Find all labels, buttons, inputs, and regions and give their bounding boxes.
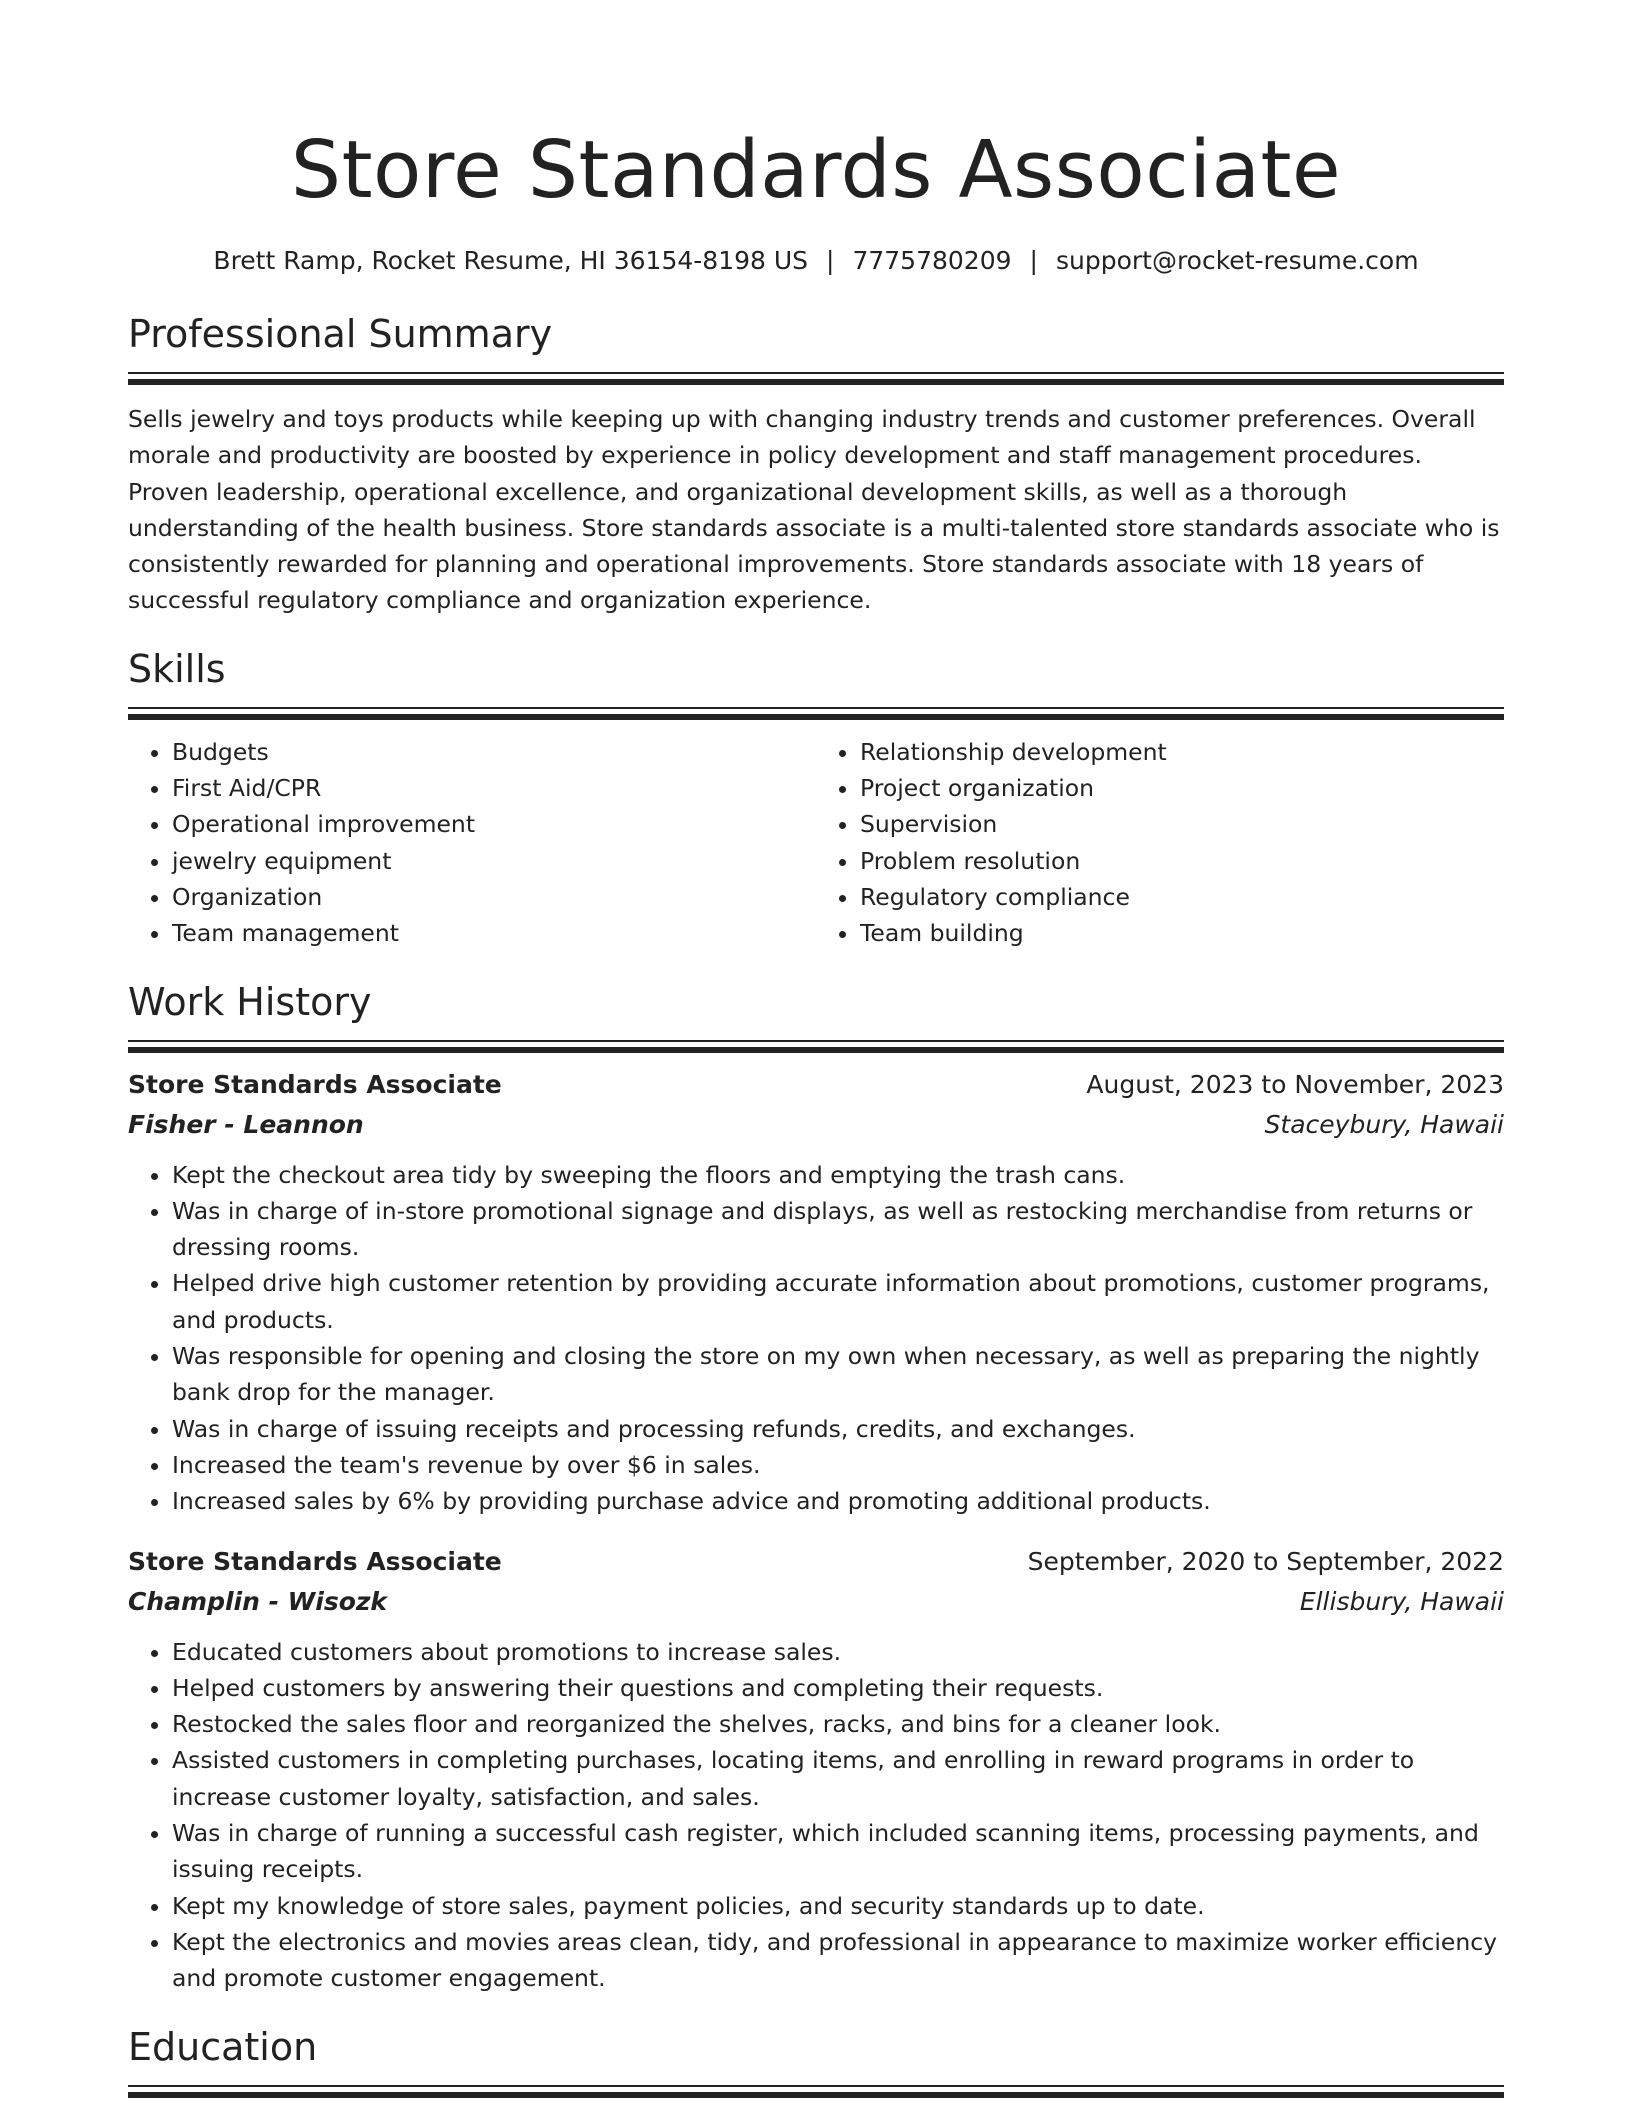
contact-line [128, 244, 1504, 278]
section-divider [128, 1040, 1504, 1053]
job-bullet: • Assisted customers in completing purchases, locating items, and enrolling in reward programs in order to increase customer loyalty, satisfaction, and sales. [172, 1742, 1504, 1815]
job-bullet: • Was in charge of in-store promotional signage and displays, as well as restocking merchandise from returns or dressing rooms. [172, 1193, 1504, 1266]
skill-item: • Project organization [860, 770, 1504, 806]
job-dates: September, 2020 to September, 2022 [1027, 1546, 1504, 1576]
job-entry [128, 1065, 1504, 1520]
skill-item: • Supervision [860, 806, 1504, 842]
skill-item: • Team building [860, 915, 1504, 951]
education-heading: Education [128, 2024, 318, 2069]
summary-section [128, 310, 1504, 619]
contact-email: support@rocket-resume.com [1055, 246, 1419, 275]
job-location: Staceybury, Hawaii [1264, 1109, 1504, 1139]
skill-item: • Problem resolution [860, 843, 1504, 879]
job-bullets [128, 1157, 1504, 1520]
skills-list-left [128, 734, 816, 952]
section-divider [128, 2085, 1504, 2098]
job-bullet: • Was in charge of issuing receipts and processing refunds, credits, and exchanges. [172, 1411, 1504, 1447]
contact-address: Brett Ramp, Rocket Resume, HI 36154-8198 US [213, 246, 809, 275]
skills-columns [128, 734, 1504, 952]
job-bullet: • Was responsible for opening and closing the store on my own when necessary, as well as preparing the nightly bank drop for the manager. [172, 1338, 1504, 1411]
job-title: Store Standards Associate [128, 1546, 502, 1576]
summary-text: Sells jewelry and toys products while keeping up with changing industry trends and customer preferences. Overall morale and productivity are boosted by experience in policy development and staff management procedures. Proven leadership, operational excellence, and organizational development skills, as well as a thorough understanding of the health business. Store standards associate is a multi-talented store standards associate who is consistently rewarded for planning and operational improvements. Store standards associate with 18 years of successful regulatory compliance and organization experience. [128, 405, 1500, 615]
skill-item: • Operational improvement [172, 806, 816, 842]
job-company: Champlin - Wisozk [128, 1586, 388, 1616]
skill-item: • Team management [172, 915, 816, 951]
summary-heading: Professional Summary [128, 312, 553, 356]
job-bullet: • Educated customers about promotions to increase sales. [172, 1634, 1504, 1670]
job-bullet: • Kept my knowledge of store sales, payment policies, and security standards up to date. [172, 1888, 1504, 1924]
job-bullet: • Kept the electronics and movies areas clean, tidy, and professional in appearance to maximize worker efficiency and promote customer engagement. [172, 1924, 1504, 1997]
job-bullet: • Helped drive high customer retention by providing accurate information about promotions, customer programs, and products. [172, 1265, 1504, 1338]
skills-heading: Skills [128, 646, 226, 691]
skill-item: • Budgets [172, 734, 816, 770]
job-bullet: • Restocked the sales floor and reorganized the shelves, racks, and bins for a cleaner look. [172, 1706, 1504, 1742]
section-divider [128, 707, 1504, 720]
skills-list-right [816, 734, 1504, 952]
work-heading: Work History [128, 979, 372, 1024]
skill-item: • Relationship development [860, 734, 1504, 770]
job-header-row [128, 1065, 1504, 1105]
work-section [128, 978, 1504, 1997]
section-divider [128, 372, 1504, 385]
job-bullet: • Helped customers by answering their questions and completing their requests. [172, 1670, 1504, 1706]
job-dates: August, 2023 to November, 2023 [1086, 1069, 1504, 1099]
job-title: Store Standards Associate [128, 1069, 502, 1099]
job-location: Ellisbury, Hawaii [1299, 1586, 1504, 1616]
skill-item: • Organization [172, 879, 816, 915]
skill-item: • jewelry equipment [172, 843, 816, 879]
job-company-row [128, 1105, 1504, 1145]
skills-section [128, 645, 1504, 952]
job-bullet: • Kept the checkout area tidy by sweeping the floors and emptying the trash cans. [172, 1157, 1504, 1193]
skill-item: • Regulatory compliance [860, 879, 1504, 915]
job-bullet: • Increased sales by 6% by providing purchase advice and promoting additional products. [172, 1483, 1504, 1519]
education-section [128, 2023, 1504, 2098]
skill-item: • First Aid/CPR [172, 770, 816, 806]
job-header-row [128, 1542, 1504, 1582]
job-bullets [128, 1634, 1504, 1997]
job-bullet: • Was in charge of running a successful cash register, which included scanning items, processing payments, and issuing receipts. [172, 1815, 1504, 1888]
contact-separator: | [1029, 246, 1038, 275]
resume-page [128, 0, 1504, 2098]
contact-phone: 7775780209 [852, 246, 1012, 275]
job-entry [128, 1542, 1504, 1997]
contact-separator: | [826, 246, 835, 275]
job-company-row [128, 1582, 1504, 1622]
job-bullet: • Increased the team's revenue by over $6 in sales. [172, 1447, 1504, 1483]
resume-title: Store Standards Associate [290, 124, 1342, 216]
job-company: Fisher - Leannon [128, 1109, 364, 1139]
